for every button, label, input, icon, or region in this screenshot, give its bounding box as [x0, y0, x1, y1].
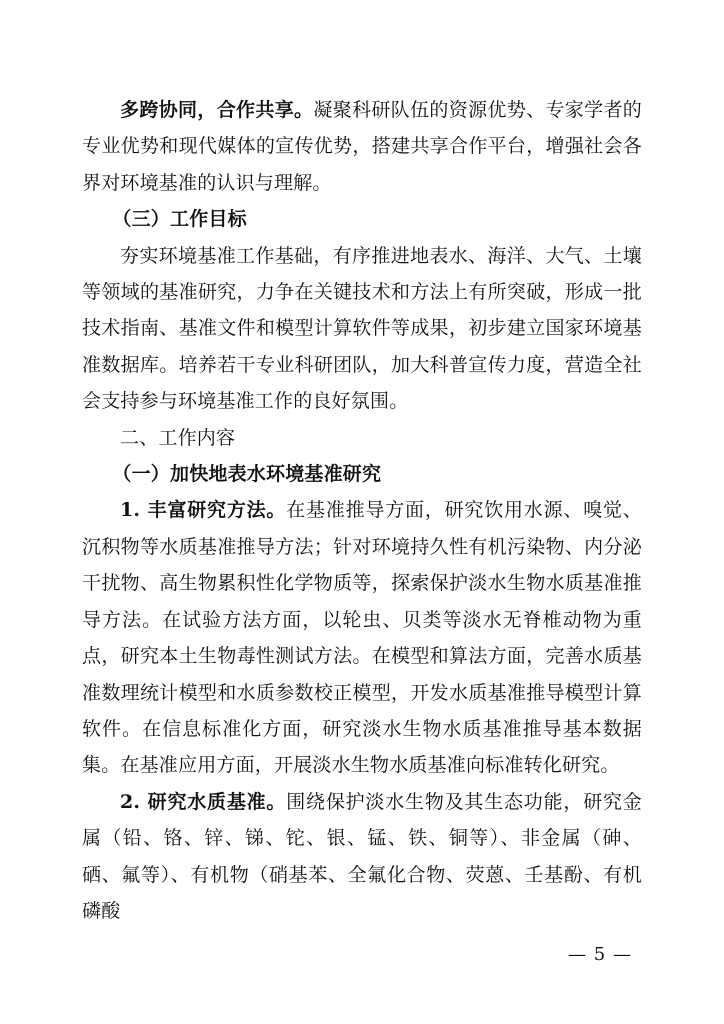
page-number: — 5 — — [568, 944, 632, 965]
paragraph-lead-water-quality-criteria: 2. 研究水质基准。 — [120, 790, 287, 813]
section-heading-surface-water-research: （一）加快地表水环境基准研究 — [112, 463, 382, 486]
section-heading-work-goals: （三）工作目标 — [112, 208, 247, 231]
body-paragraph-research-methods — [82, 492, 642, 783]
paragraph-text-water-quality-criteria: 围绕保护淡水生物及其生态功能，研究金属（铅、铬、锌、锑、铊、银、锰、铁、铜等）、非金属（砷、硒、氟等）、有机物（硝基苯、全氟化合物、荧蒽、壬基酚、有机磷酸 — [82, 790, 642, 922]
paragraph-lead-cooperation: 多跨协同，合作共享。 — [120, 99, 314, 121]
paragraph-text-research-methods: 在基准推导方面，研究饮用水源、嗅觉、沉积物等水质基准推导方法；针对环境持久性有机污染物、内分泌干扰物、高生物累积性化学物质等，探索保护淡水生物水质基准推导方法。在试验方法方面，以轮虫、贝类等淡水无脊椎动物为重点，研究本土生物毒性测试方法。在模型和算法方面，完善水质基准数理统计模型和水质参数校正模型，开发水质基准推导模型计算软件。在信息标准化方面，研究淡水生物水质基准推导基本数据集。在基准应用方面，开展淡水生物水质基准向标准转化研究。 — [82, 499, 642, 777]
body-paragraph-water-quality-criteria — [82, 784, 642, 930]
paragraph-lead-research-methods: 1. 丰富研究方法。 — [120, 499, 287, 522]
paragraph-text-cooperation: 凝聚科研队伍的资源优势、专家学者的专业优势和现代媒体的宣传优势，搭建共享合作平台，增强社会各界对环境基准的认识与理解。 — [82, 99, 642, 194]
body-paragraph-work-goals: 夯实环境基准工作基础，有序推进地表水、海洋、大气、土壤等领域的基准研究，力争在关键技术和方法上有所突破，形成一批技术指南、基准文件和模型计算软件等成果，初步建立国家环境基准数据库。培养若干专业科研团队，加大科普宣传力度，营造全社会支持参与环境基准工作的良好氛围。 — [82, 244, 642, 413]
section-heading-work-content: 二、工作内容 — [120, 426, 236, 449]
document-page-content — [82, 92, 642, 929]
body-paragraph-cooperation — [82, 92, 642, 201]
